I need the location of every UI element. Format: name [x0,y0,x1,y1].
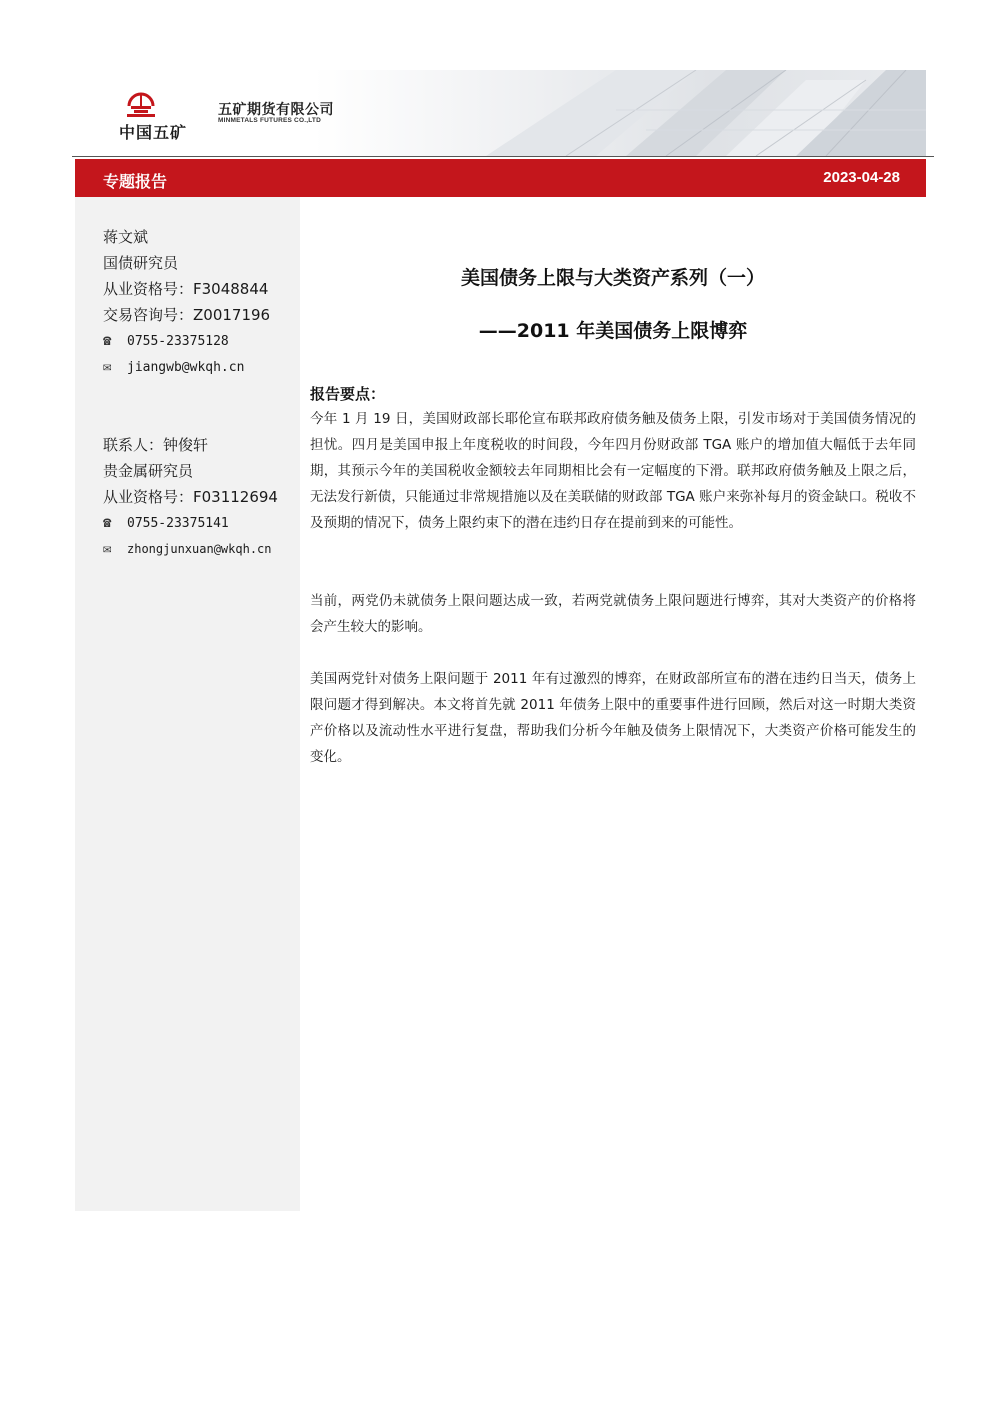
report-date: 2023-04-28 [823,169,900,186]
analyst-title: 国债研究员 [103,254,179,272]
contact-name: 联系人：钟俊轩 [103,436,209,454]
analyst-phone: 0755-23375128 [127,334,229,349]
key-points-heading: 报告要点： [310,385,386,403]
report-subtitle: ——2011 年美国债务上限博弈 [478,320,748,342]
key-point-paragraph: 美国两党针对债务上限问题于 2011 年有过激烈的博弈，在财政部所宣布的潜在违约日当天，债务上限问题才得到解决。本文将首先就 2011 年债务上限中的重要事件进行回顾，然后对这一时期大类资产价格以及流动性水平进行复盘，帮助我们分析今年触及债务上限情况下，大类资产价格可能发生的变化。 [310,671,916,765]
author-sidebar [75,197,300,1211]
contact-person [103,432,278,562]
architecture-background-image [366,70,926,156]
envelope-icon: ✉ [103,359,112,375]
contact-email-row [103,536,278,562]
analyst-name: 蒋文斌 [103,228,149,246]
analyst-consult-number: 交易咨询号：Z0017196 [103,306,271,324]
contact-phone: 0755-23375141 [127,516,229,531]
phone-icon: ☎ [103,515,112,531]
report-type: 专题报告 [103,172,168,191]
report-title: 美国债务上限与大类资产系列（一） [460,267,765,289]
header-divider [72,156,934,157]
phone-icon: ☎ [103,333,112,349]
analyst-email-row [103,354,270,380]
key-point-paragraph: 当前，两党仍未就债务上限问题达成一致，若两党就债务上限问题进行博弈，其对大类资产的价格将会产生较大的影响。 [310,593,916,635]
company-name-en: MINMETALS FUTURES CO.,LTD [218,117,321,124]
envelope-icon: ✉ [103,541,112,557]
contact-title: 贵金属研究员 [103,462,194,480]
logo-text: 中国五矿 [119,123,188,142]
contact-phone-row [103,510,278,536]
analyst-email[interactable]: jiangwb@wkqh.cn [127,360,245,375]
analyst-contact [103,224,270,380]
analyst-phone-row [103,328,270,354]
report-type-bar [75,159,926,197]
key-point-paragraph: 今年 1 月 19 日，美国财政部长耶伦宣布联邦政府债务触及债务上限，引发市场对于美国债务情况的担忧。四月是美国申报上年度税收的时间段，今年四月份财政部 TGA 账户的增加值大幅低于去年同期，其预示今年的美国税收金额较去年同期相比会有一定幅度的下滑。联邦政府债务触及上限之后，无法发行新债，只能通过非常规措施以及在美联储的财政部 TGA 账户来弥补每月的资金缺口。税收不及预期的情况下，债务上限约束下的潜在违约日存在提前到来的可能性。 [310,411,916,531]
minmetals-logo-icon [123,86,159,118]
contact-qualification: 从业资格号：F03112694 [103,488,278,506]
analyst-qualification: 从业资格号：F3048844 [103,280,269,298]
company-name-cn: 五矿期货有限公司 [218,102,334,118]
contact-email[interactable]: zhongjunxuan@wkqh.cn [127,542,272,556]
header-banner [75,70,926,156]
